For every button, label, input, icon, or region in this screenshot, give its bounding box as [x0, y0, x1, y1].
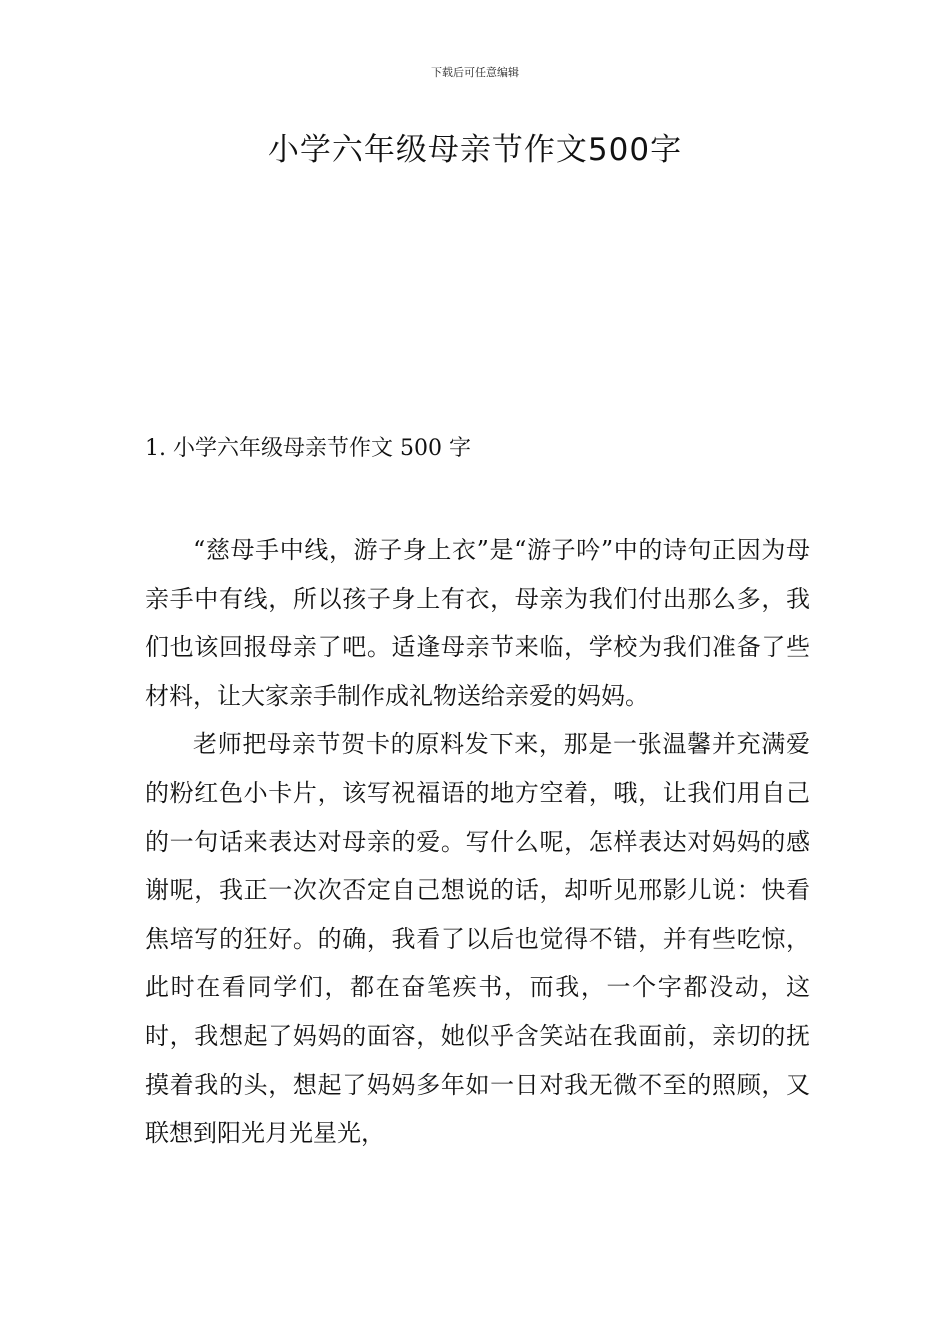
section-heading: 1. 小学六年级母亲节作文 500 字	[145, 436, 471, 461]
document-title: 小学六年级母亲节作文500字	[267, 132, 683, 168]
header-note: 下载后可任意编辑	[431, 66, 519, 79]
paragraph-2: 老师把母亲节贺卡的原料发下来，那是一张温馨并充满爱的粉红色小卡片，该写祝福语的地方空着，哦，让我们用自己的一句话来表达对母亲的爱。写什么呢，怎样表达对妈妈的感谢呢，我正一次次否定自己想说的话，却听见邢影儿说：快看焦培写的狂好。的确，我看了以后也觉得不错，并有些吃惊，此时在看同学们，都在奋笔疾书，而我，一个字都没动，这时，我想起了妈妈的面容，她似乎含笑站在我面前，亲切的抚摸着我的头，想起了妈妈多年如一日对我无微不至的照顾，又联想到阳光月光星光，	[145, 730, 810, 1148]
article-body	[145, 526, 810, 1158]
paragraph-1: “慈母手中线，游子身上衣”是“游子吟”中的诗句正因为母亲手中有线，所以孩子身上有衣，母亲为我们付出那么多，我们也该回报母亲了吧。适逢母亲节来临，学校为我们准备了些材料，让大家亲手制作成礼物送给亲爱的妈妈。	[145, 536, 810, 710]
